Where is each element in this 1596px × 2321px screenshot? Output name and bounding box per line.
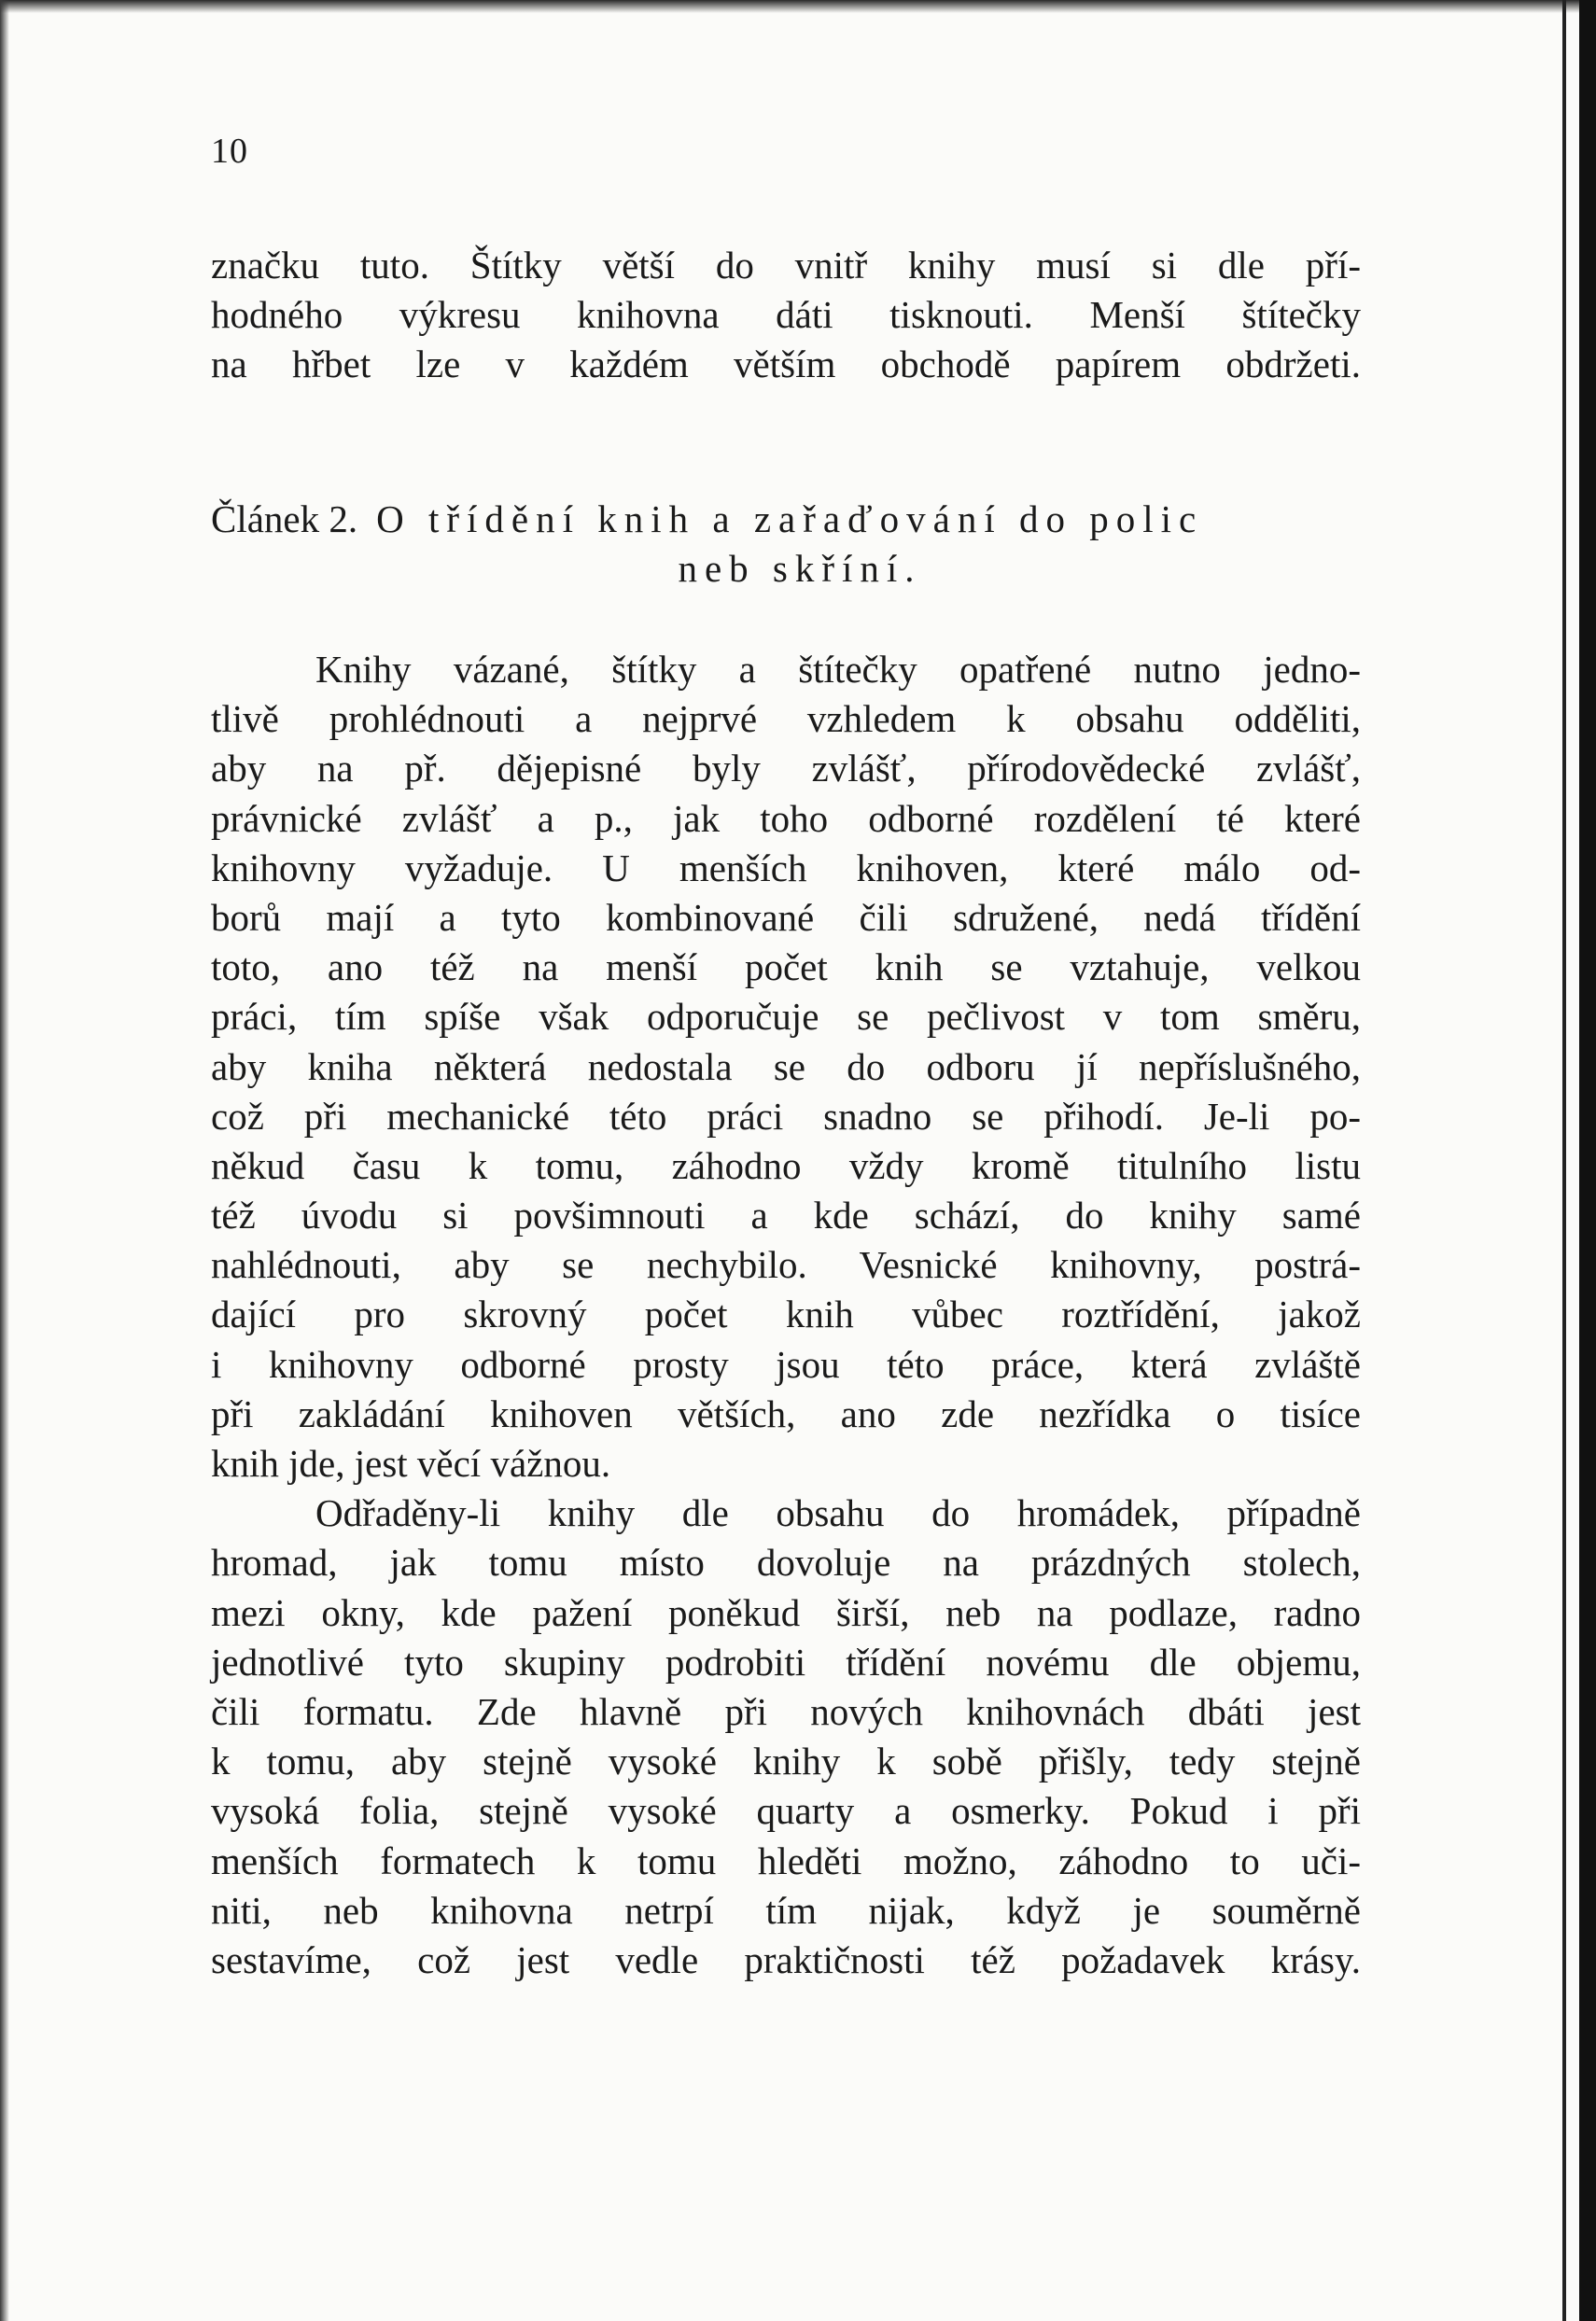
text-line: na hřbet lze v každém větším obchodě papírem obdržeti.: [211, 343, 1361, 386]
paragraph-2-line: jednotlivé tyto skupiny podrobiti třídění novému dle objemu,: [211, 1640, 1361, 1684]
paragraph-1-line: což při mechanické této práci snadno se přihodí. Je-li po-: [211, 1094, 1361, 1138]
paragraph-1-line: při zakládání knihoven větších, ano zde nezřídka o tisíce: [211, 1391, 1361, 1435]
scan-edge-left: [0, 0, 9, 2321]
paragraph-1-line: i knihovny odborné prosty jsou této práce, která zvláště: [211, 1342, 1361, 1386]
article-label: Článek 2.: [211, 497, 358, 540]
heading-title-part2: neb skříní.: [678, 547, 922, 590]
paragraph-1-line: toto, ano též na menší počet knih se vztahuje, velkou: [211, 945, 1361, 989]
paragraph-2-line: mezi okny, kde pažení poněkud širší, neb na podlaze, radno: [211, 1590, 1361, 1634]
paragraph-2-line: vysoká folia, stejně vysoké quarty a osmerky. Pokud i při: [211, 1789, 1361, 1833]
heading-line-1: [211, 495, 1361, 544]
text-line: značku tuto. Štítky větší do vnitř knihy musí si dle pří-: [211, 244, 1361, 287]
paragraph-2-line: čili formatu. Zde hlavně při nových knihovnách dbáti jest: [211, 1689, 1361, 1733]
page-number: 10: [211, 132, 248, 171]
paragraph-2-line: k tomu, aby stejně vysoké knihy k sobě přišly, tedy stejně: [211, 1740, 1361, 1783]
paragraph-1-line: knihovny vyžaduje. U menších knihoven, které málo od-: [211, 846, 1361, 889]
paragraph-1-line: aby kniha některá nedostala se do odboru jí nepříslušného,: [211, 1044, 1361, 1088]
body-text: [211, 645, 1361, 1985]
paragraph-1-line: Knihy vázané, štítky a štítečky opatřené nutno jedno-: [315, 648, 1361, 691]
paragraph-1-line: tlivě prohlédnouti a nejprvé vzhledem k obsahu odděliti,: [211, 697, 1361, 741]
paragraph-1-line: nahlédnouti, aby se nechybilo. Vesnické knihovny, postrá-: [211, 1243, 1361, 1287]
paragraph-2-line: menších formatech k tomu hleděti možno, záhodno to uči-: [211, 1839, 1361, 1882]
section-heading: [211, 495, 1361, 594]
paragraph-2-line: niti, neb knihovna netrpí tím nijak, když je souměrně: [211, 1888, 1361, 1932]
paragraph-1-line: dající pro skrovný počet knih vůbec roztřídění, jakož: [211, 1293, 1361, 1336]
paragraph-1-line: právnické zvlášť a p., jak toho odborné rozdělení té které: [211, 796, 1361, 840]
scan-edge-right-line: [1562, 0, 1566, 2321]
text-line: hodného výkresu knihovna dáti tisknouti. Menší štítečky: [211, 293, 1361, 337]
scan-edge-right: [1579, 0, 1596, 2321]
paragraph-1-line: práci, tím spíše však odporučuje se pečlivost v tom směru,: [211, 995, 1361, 1039]
heading-title-part1: O třídění knih a zařaďování do polic: [376, 497, 1204, 540]
paragraph-2-line: sestavíme, což jest vedle praktičnosti též požadavek krásy.: [211, 1937, 1361, 1981]
intro-text: [211, 241, 1361, 390]
paragraph-2-line: hromad, jak tomu místo dovoluje na prázdných stolech,: [211, 1541, 1361, 1585]
paragraph-1-line: aby na př. dějepisné byly zvlášť, přírodovědecké zvlášť,: [211, 747, 1361, 790]
scan-edge-top: [0, 0, 1596, 13]
paragraph-1-line: knih jde, jest věcí vážnou.: [211, 1442, 611, 1485]
paragraph-1-line: též úvodu si povšimnouti a kde schází, do knihy samé: [211, 1194, 1361, 1237]
paragraph-1-line: někud času k tomu, záhodno vždy kromě titulního listu: [211, 1143, 1361, 1187]
paragraph-1-line: borů mají a tyto kombinované čili sdružené, nedá třídění: [211, 895, 1361, 939]
paragraph-2-line: Odřaděny-li knihy dle obsahu do hromádek, případně: [315, 1491, 1361, 1535]
